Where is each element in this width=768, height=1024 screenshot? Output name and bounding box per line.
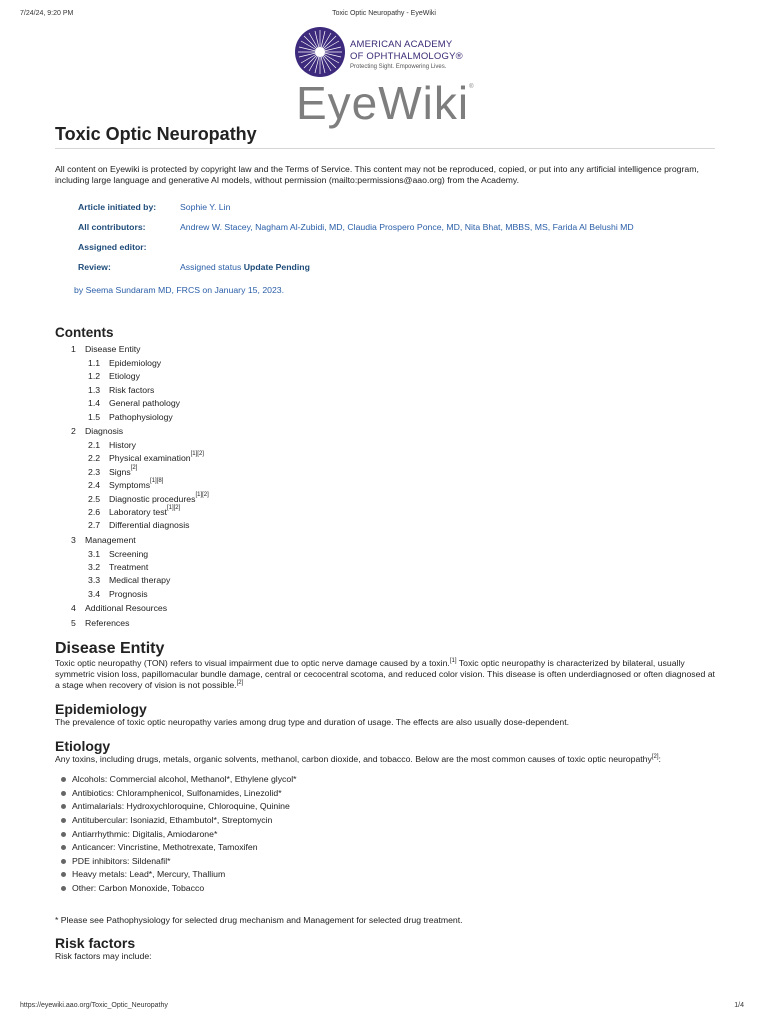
toc-label: History <box>109 439 137 450</box>
table-of-contents <box>55 344 715 632</box>
disease-entity-text <box>55 658 715 691</box>
page-number: 1/4 <box>734 1002 744 1009</box>
toc-item[interactable] <box>55 562 715 575</box>
toc-item[interactable] <box>55 575 715 588</box>
toc-item[interactable] <box>55 371 715 384</box>
citation-ref[interactable]: [2] <box>130 464 138 471</box>
toc-label: Medical therapy <box>109 575 171 586</box>
org-name-line2: OF OPHTHALMOLOGY® <box>350 51 463 62</box>
toc-number: 3.2 <box>88 562 101 573</box>
meta-label: Assigned editor: <box>78 242 147 252</box>
toc-number: 2.3 <box>88 466 101 477</box>
registered-mark: ® <box>469 84 475 90</box>
toc-item[interactable] <box>55 358 715 371</box>
toc-label: Pathophysiology <box>109 411 173 422</box>
citation-ref[interactable]: [1][8] <box>150 478 164 485</box>
citation-ref[interactable]: [1] <box>449 658 457 665</box>
copyright-notice: All content on Eyewiki is protected by copyright law and the Terms of Service. This content may not be reproduced, copied, or put into any artificial intelligence program, including large language and generative AI models, without permission (mailto:permissions@aao.org) from the Academy. <box>55 164 699 185</box>
citation-ref[interactable]: [1][2] <box>166 504 181 511</box>
list-item: Heavy metals: Lead*, Mercury, Thallium <box>72 869 715 883</box>
toc-label: Screening <box>109 548 149 559</box>
toc-label: Etiology <box>109 371 140 382</box>
toc-number: 4 <box>71 603 76 614</box>
toc-item[interactable] <box>55 398 715 411</box>
etiology-colon: : <box>658 754 661 765</box>
meta-label: All contributors: <box>78 222 146 232</box>
toc-label: References <box>85 618 130 629</box>
toc-label: Diagnostic procedures <box>109 493 196 504</box>
section-heading-etiology: Etiology <box>55 738 111 755</box>
list-item: PDE inhibitors: Sildenafil* <box>72 856 715 870</box>
toc-label: Treatment <box>109 562 149 573</box>
section-heading-disease-entity: Disease Entity <box>55 640 165 658</box>
meta-label: Article initiated by: <box>78 202 157 212</box>
toc-label: Management <box>85 534 136 545</box>
toc-label: Diagnosis <box>85 425 124 436</box>
list-item: Other: Carbon Monoxide, Tobacco <box>72 883 715 897</box>
review-status <box>180 262 310 282</box>
meta-row-editor <box>55 242 715 262</box>
toc-number: 1.3 <box>88 384 101 395</box>
etiology-intro-text: Any toxins, including drugs, metals, organic solvents, methanol, carbon dioxide, and tobacco. Below are the most common causes of toxic optic neuropathy <box>55 754 652 765</box>
toxin-list <box>55 774 715 896</box>
toc-item[interactable] <box>55 453 715 466</box>
toc-label: Symptoms <box>109 480 151 491</box>
citation-ref[interactable]: [2] <box>651 754 659 761</box>
toc-label: Epidemiology <box>109 358 162 368</box>
starburst-eye-icon <box>294 26 346 78</box>
meta-row-initiated <box>55 202 715 222</box>
toc-number: 1.1 <box>88 358 101 368</box>
review-by[interactable]: by Seema Sundaram MD, FRCS on January 15, 2023. <box>74 285 285 295</box>
toc-item[interactable] <box>55 491 715 507</box>
toc-label: Disease Entity <box>85 344 141 354</box>
toc-label: Physical examination <box>109 453 191 464</box>
toc-number: 5 <box>71 618 76 629</box>
toc-item[interactable] <box>55 412 715 425</box>
page-title: Toxic Optic Neuropathy <box>55 124 715 149</box>
article-meta <box>55 202 715 282</box>
risk-factors-intro: Risk factors may include: <box>55 950 152 961</box>
toc-number: 3.3 <box>88 575 101 586</box>
toc-number: 3 <box>71 534 76 545</box>
print-url[interactable]: https://eyewiki.aao.org/Toxic_Optic_Neuropathy <box>20 1002 168 1009</box>
toc-number: 3.4 <box>88 588 101 599</box>
contributors-links[interactable]: Andrew W. Stacey, Nagham Al-Zubidi, MD, Claudia Prospero Ponce, MD, Nita Bhat, MBBS, MS, Farida Al Belushi MD <box>180 222 634 232</box>
list-item: Antimalarials: Hydroxychloroquine, Chloroquine, Quinine <box>72 801 715 815</box>
toc-item[interactable] <box>55 589 715 602</box>
meta-label: Review: <box>78 262 111 272</box>
toc-item[interactable] <box>55 480 715 493</box>
contents-heading: Contents <box>55 325 114 340</box>
toc-number: 2.6 <box>88 506 101 517</box>
toc-label: Prognosis <box>109 588 148 599</box>
toc-label: Signs <box>109 466 131 477</box>
toc-item[interactable] <box>55 504 715 520</box>
toc-item[interactable] <box>55 535 715 549</box>
list-item: Alcohols: Commercial alcohol, Methanol*, Ethylene glycol* <box>72 774 715 788</box>
citation-ref[interactable]: [2] <box>236 680 244 687</box>
list-item: Antiarrhythmic: Digitalis, Amiodarone* <box>72 829 715 843</box>
toc-number: 1.2 <box>88 371 101 382</box>
toc-number: 3.1 <box>88 548 101 559</box>
toc-number: 2.5 <box>88 493 101 504</box>
toc-item[interactable] <box>55 618 715 632</box>
citation-ref[interactable]: [1][2] <box>190 451 204 458</box>
toc-label: General pathology <box>109 398 180 409</box>
toc-number: 1.4 <box>88 398 101 409</box>
toc-item[interactable] <box>55 344 715 358</box>
list-item: Anticancer: Vincristine, Methotrexate, Tamoxifen <box>72 842 715 856</box>
review-status-value[interactable]: Update Pending <box>243 262 310 272</box>
toc-number: 1 <box>71 344 76 354</box>
article-content <box>55 124 715 962</box>
print-page-title: Toxic Optic Neuropathy - EyeWiki <box>332 10 436 17</box>
author-link[interactable]: Sophie Y. Lin <box>180 202 231 212</box>
aao-logo[interactable] <box>294 26 494 78</box>
review-status-prefix: Assigned status <box>180 262 242 272</box>
wordmark-text: EyeWiki <box>296 77 470 129</box>
toc-item[interactable] <box>55 385 715 398</box>
toc-number: 2.4 <box>88 480 101 491</box>
toc-item[interactable] <box>55 520 715 533</box>
toc-number: 2.2 <box>88 453 101 464</box>
toc-label: Risk factors <box>109 384 155 395</box>
toc-item[interactable] <box>55 603 715 617</box>
print-date: 7/24/24, 9:20 PM <box>20 10 74 17</box>
toc-number: 2.7 <box>88 520 101 531</box>
citation-ref[interactable]: [1][2] <box>195 491 209 498</box>
toc-label: Differential diagnosis <box>109 520 190 531</box>
toc-label: Laboratory test <box>109 506 167 517</box>
toc-label: Additional Resources <box>85 603 168 614</box>
list-item: Antibiotics: Chloramphenicol, Sulfonamides, Linezolid* <box>72 788 715 802</box>
etiology-intro <box>55 754 715 765</box>
eyewiki-wordmark[interactable] <box>296 77 475 129</box>
meta-row-review <box>55 262 715 282</box>
toc-item[interactable] <box>55 426 715 440</box>
toc-number: 1.5 <box>88 411 101 422</box>
disease-text-b: Toxic optic neuropathy is characterized by bilateral, usually symmetric vision loss, papillomacular bundle damage, central or cecocentral scotoma, and reduced color vision. This disease is often underdiagnosed or often diagnosed at a stage when recovery of vision is not possible. <box>55 658 715 691</box>
toc-number: 2.1 <box>88 439 101 450</box>
meta-row-contributors <box>55 222 715 242</box>
toc-number: 2 <box>71 425 76 436</box>
section-heading-risk-factors: Risk factors <box>55 934 136 951</box>
org-tagline: Protecting Sight. Empowering Lives. <box>350 64 447 70</box>
etiology-footnote: * Please see Pathophysiology for selected drug mechanism and Management for selected drug treatment. <box>55 914 463 925</box>
org-name-line1: AMERICAN ACADEMY <box>350 39 453 50</box>
section-heading-epidemiology: Epidemiology <box>55 701 147 718</box>
list-item: Antitubercular: Isoniazid, Ethambutol*, Streptomycin <box>72 815 715 829</box>
toc-item[interactable] <box>55 549 715 562</box>
toc-item[interactable] <box>55 440 715 453</box>
epidemiology-text: The prevalence of toxic optic neuropathy varies among drug type and duration of usage. The effects are also usually dose-dependent. <box>55 717 570 728</box>
disease-text-a: Toxic optic neuropathy (TON) refers to visual impairment due to optic nerve damage caused by a toxin. <box>55 658 450 669</box>
